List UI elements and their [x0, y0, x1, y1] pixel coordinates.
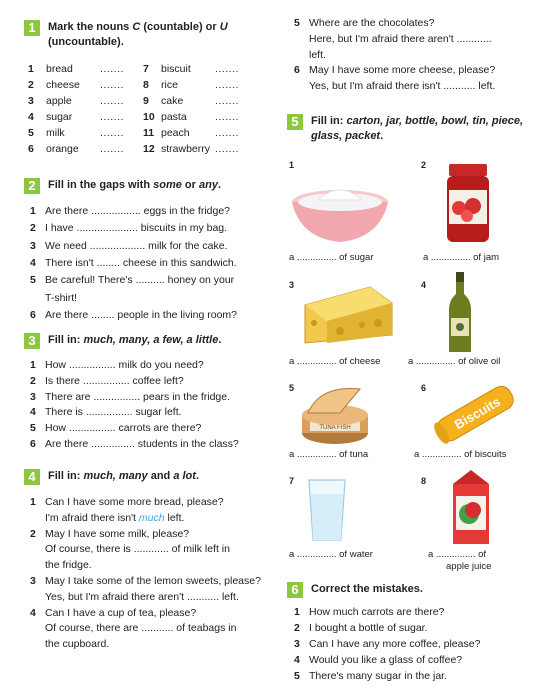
item-number: 2 [28, 79, 34, 91]
noun-word: peach [161, 127, 190, 139]
ex4-line [30, 590, 239, 604]
picture-caption: a ............... of olive oil [408, 356, 501, 367]
item-text: Would you like a glass of coffee? [309, 654, 463, 666]
ex4-cont-line [294, 63, 495, 77]
exercise-4-number: 4 [24, 469, 40, 485]
item-text: Is there ................ coffee left? [45, 374, 184, 387]
item-text: I'm afraid there isn't [45, 511, 139, 524]
item-number: 5 [30, 274, 36, 287]
biscuit-label: Biscuits [451, 393, 503, 433]
item-text: Yes, but I'm afraid there aren't ........... left. [45, 590, 239, 603]
item-number: 3 [30, 575, 36, 587]
juice-carton-icon [447, 470, 495, 546]
item-text: I bought a bottle of sugar. [309, 622, 428, 634]
item-number: 11 [143, 127, 155, 139]
noun-item [28, 62, 124, 76]
noun-item [143, 94, 239, 108]
picture-number: 3 [289, 280, 295, 290]
item-text: T-shirt! [45, 291, 78, 304]
noun-word: pasta [161, 111, 187, 123]
picture-caption: a ............... of water [289, 549, 373, 560]
item-number: 6 [28, 143, 34, 155]
answer-blank: ....... [215, 111, 239, 123]
sugar-bowl-icon [290, 180, 390, 245]
answer-blank: ....... [100, 63, 124, 75]
exercise-1-number: 1 [24, 20, 40, 36]
noun-item [28, 110, 124, 124]
picture-number: 5 [289, 383, 295, 393]
exercise-6-title: Correct the mistakes. [311, 583, 423, 595]
item-number: 4 [294, 654, 300, 666]
answer-blank: ....... [100, 95, 124, 107]
picture-number: 6 [421, 383, 427, 393]
item-number: 4 [30, 606, 36, 619]
ex2-line [30, 308, 237, 322]
exercise-2-title: Fill in the gaps with some or any. [48, 179, 222, 191]
picture-number: 7 [289, 476, 295, 486]
item-number: 10 [143, 111, 155, 123]
exercise-5-number: 5 [287, 114, 303, 130]
ex2-line [30, 291, 77, 305]
item-number: 2 [30, 222, 36, 235]
olive-oil-bottle-icon [447, 272, 473, 354]
noun-item [28, 78, 124, 92]
ex4-cont-line [294, 32, 492, 46]
noun-item [28, 142, 124, 156]
item-text: Where are the chocolates? [309, 17, 435, 29]
exercise-6-number: 6 [287, 582, 303, 598]
exercise-2-number: 2 [24, 178, 40, 194]
ex3-line [30, 374, 184, 388]
item-text: Are there ........ people in the living room? [45, 308, 238, 321]
picture-caption-line-2: apple juice [446, 561, 492, 572]
noun-item [143, 110, 239, 124]
picture-caption: a ............... of sugar [289, 252, 374, 263]
answer-blank: ....... [215, 95, 239, 107]
exercise-1-title: Mark the nouns C (countable) or U (uncountable). [48, 21, 228, 48]
ex4-line [30, 495, 224, 509]
item-number: 12 [143, 143, 155, 155]
ex4-line [30, 621, 236, 635]
picture-caption: a ............... of biscuits [414, 449, 507, 460]
item-number: 5 [30, 422, 36, 435]
answer-blank: ....... [100, 79, 124, 91]
noun-word: strawberry [161, 143, 211, 155]
noun-word: milk [46, 127, 65, 139]
item-number: 4 [28, 111, 34, 123]
answer-blank: ....... [215, 79, 239, 91]
item-text: Here, but I'm afraid there aren't ............ [309, 32, 492, 45]
ex3-line [30, 358, 204, 372]
item-text: the cupboard. [45, 638, 110, 651]
item-text: Can I have some more bread, please? [45, 496, 224, 508]
ex6-line [294, 653, 462, 667]
answer-blank: ....... [100, 127, 124, 139]
picture-caption: a ............... of jam [423, 252, 500, 263]
ex4-line [30, 558, 92, 572]
item-number: 6 [30, 308, 36, 321]
ex4-cont-line [294, 48, 326, 62]
water-glass-icon [307, 478, 347, 544]
item-number: 1 [30, 205, 36, 217]
noun-word: apple [46, 95, 72, 107]
item-number: 8 [143, 79, 149, 91]
noun-item [143, 78, 239, 92]
item-text: We need ................... milk for the cake. [45, 239, 228, 252]
item-text: May I take some of the lemon sweets, please? [45, 575, 261, 587]
ex6-line [294, 621, 428, 635]
answer-blank: ....... [215, 143, 239, 155]
answer-blank: ....... [215, 63, 239, 75]
noun-item [28, 126, 124, 140]
answer-blank: ....... [100, 111, 124, 123]
item-number: 1 [30, 359, 36, 371]
noun-item [143, 126, 239, 140]
jam-jar-icon [443, 164, 493, 244]
item-text: How much carrots are there? [309, 606, 445, 618]
ex4-line [30, 606, 196, 620]
answer-blank: ....... [100, 143, 124, 155]
exercise-3-number: 3 [24, 333, 40, 349]
item-text: Be careful! There's .......... honey on your [45, 274, 235, 287]
noun-word: cake [161, 95, 184, 107]
exercise-5-title: Fill in: carton, jar, bottle, bowl, tin, piece, glass, packet. [311, 115, 524, 142]
item-number: 2 [30, 527, 36, 540]
item-number: 3 [30, 390, 36, 403]
item-number: 6 [30, 438, 36, 450]
item-number: 2 [30, 374, 36, 387]
ex6-line [294, 669, 447, 683]
noun-word: cheese [46, 79, 80, 91]
ex4-line [30, 511, 184, 525]
ex4-line [30, 637, 109, 651]
item-number: 1 [30, 496, 36, 508]
noun-item [143, 142, 239, 156]
item-text: May I have some more cheese, please? [309, 64, 496, 77]
item-text: I have ..................... biscuits in my bag. [45, 222, 228, 235]
biscuit-packet-icon [430, 380, 520, 450]
item-number: 2 [294, 622, 300, 634]
picture-number: 1 [289, 160, 295, 170]
item-number: 4 [30, 256, 36, 269]
item-text: There's many sugar in the jar. [309, 670, 447, 682]
item-number: 1 [294, 606, 300, 618]
tuna-label: TUNA FISH [319, 425, 351, 431]
ex3-line [30, 421, 201, 435]
ex2-line [30, 256, 237, 270]
item-number: 7 [143, 63, 149, 75]
picture-number: 2 [421, 160, 427, 170]
exercise-4-title: Fill in: much, many and a lot. [48, 470, 199, 482]
cheese-piece-icon [300, 285, 395, 345]
noun-word: sugar [46, 111, 73, 123]
picture-number: 4 [421, 280, 427, 290]
ex3-line [30, 390, 230, 404]
ex3-line [30, 437, 239, 451]
item-number: 5 [294, 670, 300, 682]
item-text: Are there ................. eggs in the fridge? [45, 205, 231, 217]
ex3-line [30, 405, 182, 419]
item-number: 3 [294, 638, 300, 650]
ex4-cont-line [294, 16, 435, 30]
item-number: 6 [294, 64, 300, 77]
noun-word: rice [161, 79, 178, 91]
item-text: There isn't ........ cheese in this sandwich. [45, 256, 237, 269]
item-number: 1 [28, 63, 34, 75]
noun-item [143, 62, 239, 76]
item-text: the fridge. [45, 559, 92, 572]
item-text: How ................ carrots are there? [45, 422, 202, 435]
tuna-tin-icon [300, 385, 375, 447]
picture-caption: a ............... of [428, 549, 487, 560]
ex2-line [30, 239, 227, 253]
ex4-cont-line [294, 79, 495, 93]
exercise-3-title: Fill in: much, many, a few, a little. [48, 334, 222, 346]
noun-word: biscuit [161, 63, 191, 75]
picture-number: 8 [421, 476, 427, 486]
picture-caption: a ............... of cheese [289, 356, 381, 367]
noun-word: orange [46, 143, 79, 155]
item-number: 3 [30, 239, 36, 252]
item-text: left. [164, 511, 185, 524]
item-text: Can I have any more coffee, please? [309, 638, 481, 650]
item-text: Of course, there is ............ of milk left in [45, 543, 230, 556]
item-text: Yes, but I'm afraid there isn't ........... left. [309, 80, 496, 93]
item-number: 9 [143, 95, 149, 107]
ex6-line [294, 605, 444, 619]
example-answer: much [138, 511, 165, 524]
item-text: There is ................ sugar left. [45, 406, 182, 419]
ex2-line [30, 221, 227, 235]
item-text: left. [309, 48, 326, 61]
ex6-line [294, 637, 480, 651]
item-text: Are there ............... students in the class? [45, 438, 239, 450]
item-number: 5 [28, 127, 34, 139]
item-text: Of course, there are ........... of teabags in [45, 622, 237, 635]
ex4-line [30, 574, 261, 588]
item-text: There are ................ pears in the fridge. [45, 390, 231, 403]
item-number: 5 [294, 17, 300, 29]
item-number: 4 [30, 406, 36, 419]
picture-caption: a ............... of tuna [289, 449, 369, 460]
ex4-line [30, 542, 230, 556]
answer-blank: ....... [215, 127, 239, 139]
item-text: Can I have a cup of tea, please? [45, 606, 197, 619]
ex2-line [30, 204, 230, 218]
item-text: May I have some milk, please? [45, 527, 190, 540]
ex4-line [30, 527, 189, 541]
ex2-line [30, 273, 234, 287]
noun-word: bread [46, 63, 73, 75]
item-number: 3 [28, 95, 34, 107]
noun-item [28, 94, 124, 108]
item-text: How ................ milk do you need? [45, 359, 204, 371]
